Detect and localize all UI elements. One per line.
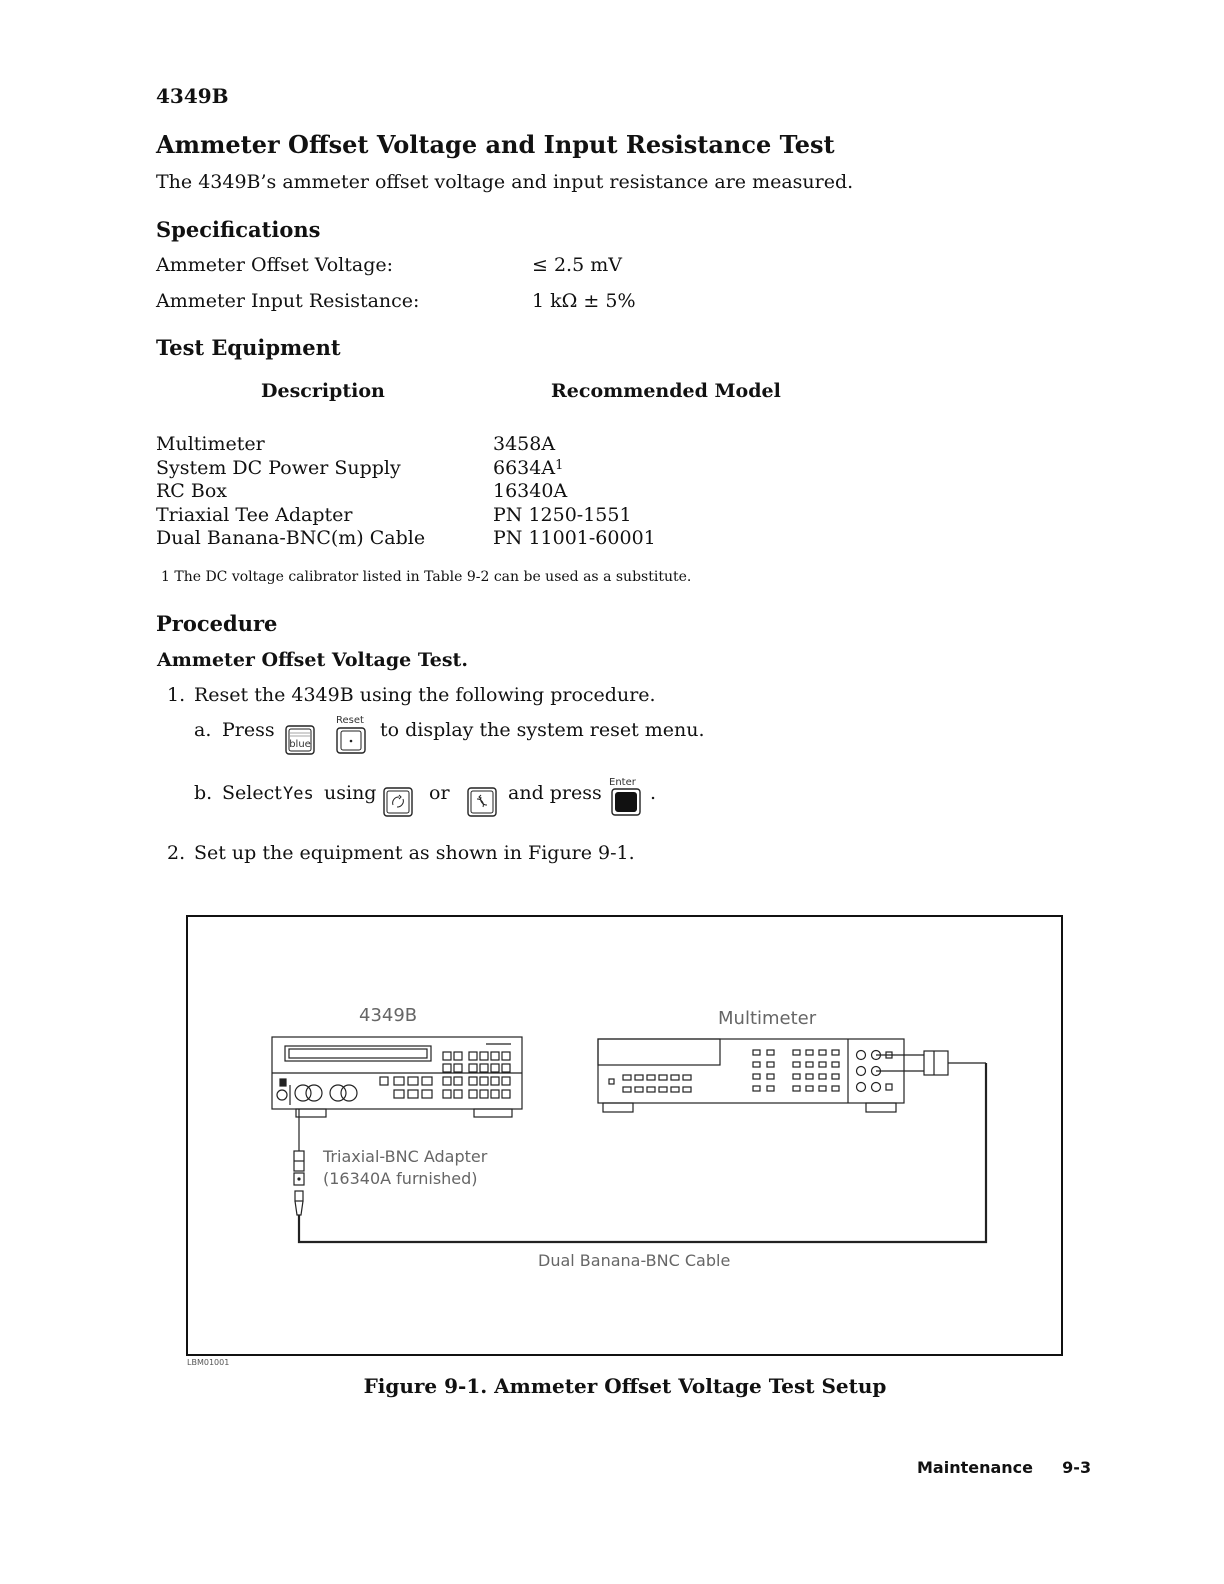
col-model: Recommended Model bbox=[551, 380, 781, 402]
table-row: Triaxial Tee Adapter bbox=[156, 503, 353, 526]
figure-label-adapter-note: (16340A furnished) bbox=[323, 1169, 478, 1188]
instrument-4349b bbox=[272, 1037, 522, 1117]
figure-label-multimeter: Multimeter bbox=[718, 1008, 817, 1029]
table-cell: PN 11001-60001 bbox=[493, 527, 656, 549]
spec-label-offset: Ammeter Offset Voltage: bbox=[156, 254, 394, 276]
step-b-select: Select bbox=[222, 782, 282, 804]
step-a-rest: to display the system reset menu. bbox=[380, 719, 705, 741]
spec-label-resistance: Ammeter Input Resistance: bbox=[156, 290, 420, 312]
section-intro: The 4349B’s ammeter offset voltage and input resistance are measured. bbox=[156, 171, 854, 193]
equipment-footnote: 1 The DC voltage calibrator listed in Table 9-2 can be used as a substitute. bbox=[161, 569, 692, 585]
table-cell: 3458A bbox=[493, 433, 556, 455]
triaxial-bnc-adapter bbox=[294, 1109, 304, 1215]
footer-section: Maintenance bbox=[917, 1458, 1034, 1477]
procedure-heading: Procedure bbox=[156, 611, 278, 636]
yes-option: Yes bbox=[283, 784, 314, 804]
table-row: Dual Banana-BNC(m) Cable bbox=[156, 527, 426, 549]
col-description: Description bbox=[261, 380, 385, 402]
reset-key-icon[interactable] bbox=[336, 727, 366, 754]
footer-page-number: 9-3 bbox=[1062, 1458, 1092, 1477]
table-cell: 16340A bbox=[493, 480, 568, 502]
enter-key-icon[interactable] bbox=[611, 788, 641, 816]
banana-connector bbox=[876, 1051, 986, 1075]
table-cell: PN 1250-1551 bbox=[493, 503, 632, 526]
equipment-heading: Test Equipment bbox=[156, 335, 341, 360]
instrument-multimeter bbox=[598, 1039, 904, 1112]
table-cell bbox=[493, 457, 656, 481]
figure-id: LBM01001 bbox=[187, 1358, 230, 1367]
step-2-text: Set up the equipment as shown in Figure 9-1. bbox=[194, 842, 635, 864]
step-b-and-press: and press bbox=[508, 782, 602, 804]
knob-cw-key-icon[interactable] bbox=[467, 787, 497, 817]
figure-label-adapter: Triaxial-BNC Adapter bbox=[323, 1147, 488, 1166]
reset-key-label: Reset bbox=[336, 715, 364, 726]
spec-value-resistance: 1 kΩ ± 5% bbox=[532, 290, 636, 312]
blue-key-icon[interactable] bbox=[285, 725, 315, 755]
footnote-marker: 1 bbox=[555, 457, 564, 473]
equipment-model-column bbox=[493, 433, 656, 551]
step-1-text: Reset the 4349B using the following procedure. bbox=[194, 684, 656, 706]
equipment-setup-diagram bbox=[186, 915, 1063, 1356]
enter-key-label: Enter bbox=[609, 777, 636, 788]
page-footer bbox=[917, 1458, 1091, 1477]
step-b-letter: b. bbox=[194, 782, 213, 804]
figure-label-cable: Dual Banana-BNC Cable bbox=[538, 1251, 731, 1270]
step-2-number: 2. bbox=[167, 842, 186, 864]
spec-value-offset: ≤ 2.5 mV bbox=[532, 254, 622, 276]
step-a-press: Press bbox=[222, 719, 275, 741]
section-title: Ammeter Offset Voltage and Input Resistance Test bbox=[156, 130, 835, 159]
step-b-using: using bbox=[324, 782, 377, 804]
table-row: Multimeter bbox=[156, 433, 265, 455]
equipment-description-column bbox=[156, 433, 425, 551]
step-a-letter: a. bbox=[194, 719, 212, 741]
table-row: System DC Power Supply bbox=[156, 456, 401, 479]
blue-key-label: blue bbox=[289, 739, 311, 750]
figure-label-4349b: 4349B bbox=[359, 1005, 418, 1026]
model-tag: 4349B bbox=[156, 84, 229, 108]
multimeter-keypad bbox=[623, 1050, 839, 1092]
figure-caption: Figure 9-1. Ammeter Offset Voltage Test Setup bbox=[363, 1374, 887, 1398]
knob-ccw-key-icon[interactable] bbox=[383, 787, 413, 817]
step-b-end: . bbox=[650, 782, 657, 804]
table-row: RC Box bbox=[156, 480, 227, 502]
step-1-number: 1. bbox=[167, 684, 186, 706]
step-b-or: or bbox=[429, 782, 450, 804]
specifications-heading: Specifications bbox=[156, 217, 321, 242]
procedure-subheading: Ammeter Offset Voltage Test. bbox=[157, 649, 468, 671]
4349b-keypad bbox=[380, 1044, 511, 1098]
model-value: 6634A bbox=[493, 456, 556, 479]
